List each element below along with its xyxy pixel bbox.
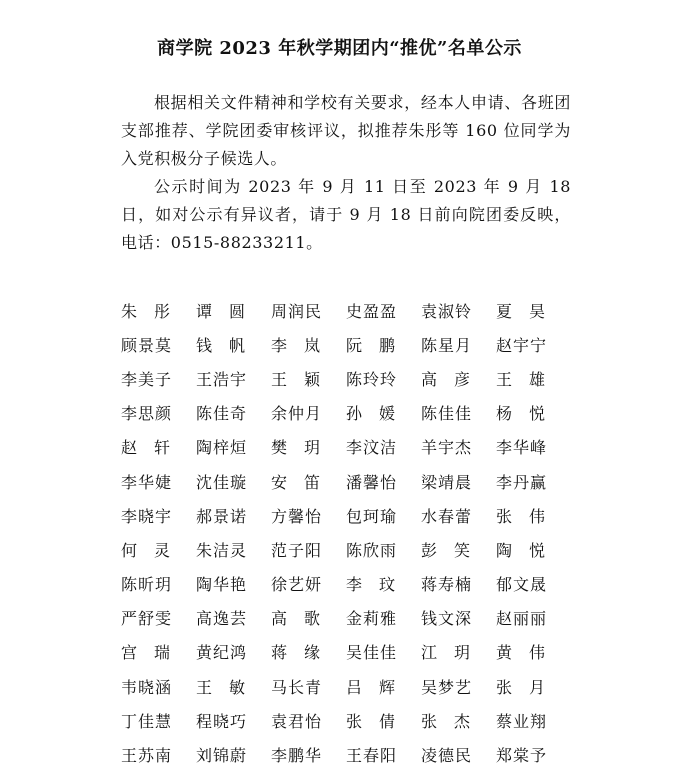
student-name: 何灵 xyxy=(121,540,188,560)
student-name: 孙媛 xyxy=(346,404,413,424)
student-name: 蔡业翔 xyxy=(496,711,548,731)
student-name: 张月 xyxy=(496,677,563,697)
student-name: 梁靖晨 xyxy=(421,472,473,492)
student-name: 王浩宇 xyxy=(196,369,248,389)
student-name: 陈佳奇 xyxy=(196,404,248,424)
name-row xyxy=(121,601,571,635)
student-name: 余仲月 xyxy=(271,404,323,424)
student-name: 江玥 xyxy=(421,643,488,663)
document-title: 商学院 2023 年秋学期团内“推优”名单公示 xyxy=(157,38,522,59)
name-row xyxy=(121,532,571,566)
student-name: 张倩 xyxy=(346,711,413,731)
student-name: 王颖 xyxy=(271,369,338,389)
student-name: 李美子 xyxy=(121,369,173,389)
student-name: 宫瑞 xyxy=(121,643,188,663)
student-name: 蒋缘 xyxy=(271,643,338,663)
student-name: 潘馨怡 xyxy=(346,472,398,492)
student-name: 李岚 xyxy=(271,335,338,355)
student-name: 范子阳 xyxy=(271,540,323,560)
student-name: 严舒雯 xyxy=(121,609,173,629)
student-name: 程晓巧 xyxy=(196,711,248,731)
student-name: 赵轩 xyxy=(121,438,188,458)
student-name: 方馨怡 xyxy=(271,506,323,526)
student-name: 阮鹏 xyxy=(346,335,413,355)
student-name: 陈佳佳 xyxy=(421,404,473,424)
student-name: 黄纪鸿 xyxy=(196,643,248,663)
student-name: 包珂瑜 xyxy=(346,506,398,526)
student-name: 朱彤 xyxy=(121,301,188,321)
student-name: 张杰 xyxy=(421,711,488,731)
student-name: 赵宇宁 xyxy=(496,335,548,355)
student-name: 郑棠予 xyxy=(496,746,548,766)
student-name: 王春阳 xyxy=(346,746,398,766)
name-row xyxy=(121,703,571,737)
name-row xyxy=(121,464,571,498)
student-name: 朱洁灵 xyxy=(196,540,248,560)
student-name: 李丹赢 xyxy=(496,472,548,492)
student-name: 陈玲玲 xyxy=(346,369,398,389)
student-name: 羊宇杰 xyxy=(421,438,473,458)
student-name: 高彦 xyxy=(421,369,488,389)
name-row xyxy=(121,737,571,771)
student-name: 彭笑 xyxy=(421,540,488,560)
student-name: 郝景诺 xyxy=(196,506,248,526)
student-name: 李华峰 xyxy=(496,438,548,458)
student-name: 吴佳佳 xyxy=(346,643,398,663)
student-name: 李鹏华 xyxy=(271,746,323,766)
student-name: 王雄 xyxy=(496,369,563,389)
student-name: 袁淑铃 xyxy=(421,301,473,321)
student-name: 吕辉 xyxy=(346,677,413,697)
student-name: 李玟 xyxy=(346,575,413,595)
student-name: 徐艺妍 xyxy=(271,575,323,595)
student-name: 杨悦 xyxy=(496,404,563,424)
student-name: 沈佳璇 xyxy=(196,472,248,492)
student-name: 高歌 xyxy=(271,609,338,629)
student-name: 李晓宇 xyxy=(121,506,173,526)
student-name: 陶梓烜 xyxy=(196,438,248,458)
student-name: 王苏南 xyxy=(121,746,173,766)
student-name: 陈星月 xyxy=(421,335,473,355)
student-name: 钱文深 xyxy=(421,609,473,629)
student-name: 李华婕 xyxy=(121,472,173,492)
student-name: 陈昕玥 xyxy=(121,575,173,595)
student-name: 王敏 xyxy=(196,677,263,697)
student-name: 赵丽丽 xyxy=(496,609,548,629)
student-name: 水春蕾 xyxy=(421,506,473,526)
name-row xyxy=(121,293,571,327)
student-name: 郁文晟 xyxy=(496,575,548,595)
announcement-paragraph: 根据相关文件精神和学校有关要求，经本人申请、各班团支部推荐、学院团委审核评议，拟推荐朱彤等 160 位同学为入党积极分子候选人。 xyxy=(121,93,571,168)
student-name: 陶华艳 xyxy=(196,575,248,595)
student-name: 陶悦 xyxy=(496,540,563,560)
student-name: 樊玥 xyxy=(271,438,338,458)
student-name: 袁君怡 xyxy=(271,711,323,731)
student-name: 陈欣雨 xyxy=(346,540,398,560)
name-row xyxy=(121,430,571,464)
student-name: 安笛 xyxy=(271,472,338,492)
student-name: 丁佳慧 xyxy=(121,711,173,731)
student-name: 高逸芸 xyxy=(196,609,248,629)
name-list xyxy=(121,293,571,771)
student-name: 马长青 xyxy=(271,677,323,697)
student-name: 金莉雅 xyxy=(346,609,398,629)
student-name: 吴梦艺 xyxy=(421,677,473,697)
student-name: 韦晓涵 xyxy=(121,677,173,697)
student-name: 谭圆 xyxy=(196,301,263,321)
student-name: 黄伟 xyxy=(496,643,563,663)
student-name: 史盈盈 xyxy=(346,301,398,321)
name-row xyxy=(121,498,571,532)
student-name: 刘锦蔚 xyxy=(196,746,248,766)
student-name: 钱帆 xyxy=(196,335,263,355)
name-row xyxy=(121,669,571,703)
student-name: 蒋寿楠 xyxy=(421,575,473,595)
student-name: 周润民 xyxy=(271,301,323,321)
name-row xyxy=(121,327,571,361)
announcement-period-paragraph: 公示时间为 2023 年 9 月 11 日至 2023 年 9 月 18 日，如对公示有异议者，请于 9 月 18 日前向院团委反映，电话：0515-88233211。 xyxy=(121,177,571,252)
student-name: 凌德民 xyxy=(421,746,473,766)
student-name: 顾景莫 xyxy=(121,335,173,355)
student-name: 张伟 xyxy=(496,506,563,526)
name-row xyxy=(121,635,571,669)
student-name: 李思颜 xyxy=(121,404,173,424)
name-row xyxy=(121,361,571,395)
name-row xyxy=(121,567,571,601)
student-name: 李汶洁 xyxy=(346,438,398,458)
student-name: 夏昊 xyxy=(496,301,563,321)
name-row xyxy=(121,396,571,430)
